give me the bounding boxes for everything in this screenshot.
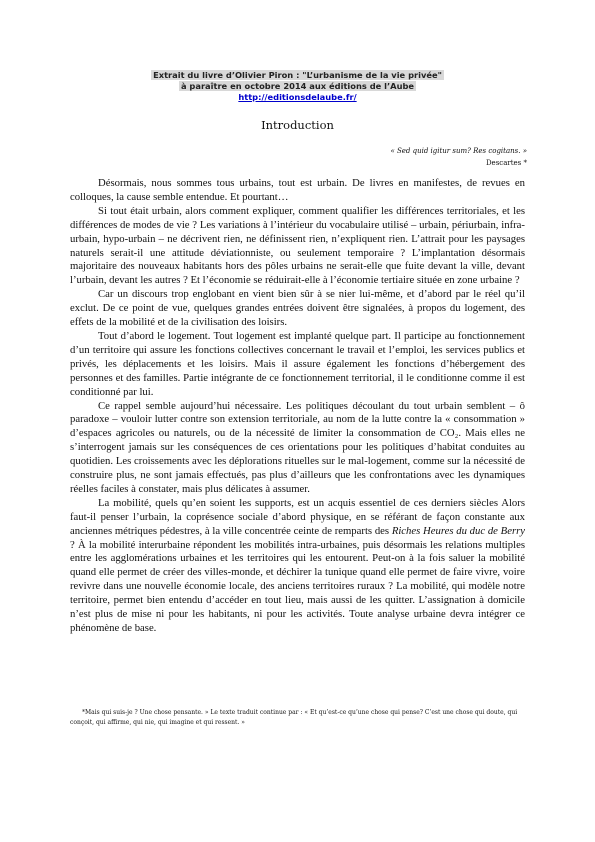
page-title: Introduction [261, 118, 334, 132]
paragraph-6-italic-title: Riches Heures du duc de Berry [391, 524, 526, 537]
footnote-text: *Mais qui suis-je ? Une chose pensante. » Le texte traduit continue par : « Et qu’est-ce qu’une chose qui pense? C’est une chose qui doute, qui conçoit, qui affirme, qui nie, qui imagine et qui ressent. » [70, 709, 518, 726]
body-text [70, 177, 525, 636]
header-text-2: à paraître en octobre 2014 aux éditions de l’Aube [180, 81, 415, 91]
header-text-1: Extrait du livre d’Olivier Piron : "L’urbanisme de la vie privée" [153, 70, 442, 80]
header-line-2 [0, 81, 595, 92]
paragraph-6 [70, 497, 525, 636]
paragraph-1: Désormais, nous sommes tous urbains, tout est urbain. De livres en manifestes, de revues en colloques, la cause semble entendue. Et pourtant… [70, 177, 525, 203]
epigraph-quote: « Sed quid igitur sum? Res cogitans. » [390, 147, 527, 155]
paragraph-6-part-a: La mobilité, quels qu’en soient les supports, est un acquis essentiel de ces derniers siècles Alors faut-il penser l’urbain, la coprésence sociale d’abord physique, en se référant de façon constante aux anciennes métriques pédestres, à la ville concentrée ceinte de remparts des [70, 496, 525, 537]
header-line-3 [0, 92, 595, 103]
header-line-1 [0, 70, 595, 81]
paragraph-2: Si tout était urbain, alors comment expliquer, comment qualifier les différences territoriales, et les différences de modes de vie ? Les variations à l’intérieur du vocabulaire utilisé – urbain, périurbain, infra-urbain, hypo-urbain – ne décrivent rien, ne définissent rien, n’expliquent rien. L’attrait pour les paysages naturels serait-il une attitude déviationniste, ou seulement temporaire ? L’implantation désormais majoritaire des nouveaux habitants hors des pôles urbains ne serait-elle que fuite devant la ville, devant l’urbain, devant les autres ? Et l’économie se réduirait-elle à l’économie tertiaire située en zone urbaine ? [70, 204, 525, 287]
publisher-link[interactable]: http://editionsdelaube.fr/ [238, 92, 357, 102]
epigraph-author: Descartes * [485, 159, 527, 167]
epigraph [390, 145, 527, 169]
paragraph-5: Ce rappel semble aujourd’hui nécessaire. Les politiques découlant du tout urbain semblent – ô paradoxe – vouloir lutter contre son extension territoriale, au nom de la lutte contre la « consommation » d’espaces agricoles ou naturels, ou de la nécessité de limiter la consommation de CO₂. Mais elles ne s’interrogent jamais sur les conséquences de ces orientations pour les politiques d’habitat conduites au quotidien. Les croissements avec les déplorations rituelles sur le mal-logement, comme sur la nécessité de construire plus, ne sont jamais effectués, pas plus d’ailleurs que les confrontations avec les dynamiques réelles faciles à constater, mais plus délicates à assumer. [70, 399, 525, 495]
paragraph-4: Tout d’abord le logement. Tout logement est implanté quelque part. Il participe au fonctionnement d’un territoire qui assure les fonctions collectives concernant le travail et l’emploi, les services publics et privés, les déplacements et les loisirs. Mais il assure également les fonctions d’hébergement des personnes et des familles. Partie intégrante de ce fonctionnement territorial, il le conditionne comme il est conditionné par lui. [70, 329, 525, 398]
paragraph-3: Car un discours trop englobant en vient bien sûr à se nier lui-même, et d’abord par le réel qu’il exclut. De ce point de vue, quelques grandes entrées doivent être signalées, à propos du logement, des effets de la mobilité et de la civilisation des loisirs. [70, 288, 525, 329]
book-extract-header [0, 70, 595, 103]
footnote [70, 708, 525, 728]
paragraph-6-part-b: ? À la mobilité interurbaine répondent les mobilités intra-urbaines, puis désormais les relations multiples entre les agglomérations urbaines et les territoires qui les entourent. Peut-on à la fois saluer la mobilité quand elle permet de créer des villes-monde, et déchirer la tunique quand elle permet de faire vivre, voire revivre dans une nouvelle économie locale, des anciens territoires ruraux ? La mobilité, qui modèle notre territoire, permet bien entendu d’accéder en tout lieu, mais aussi de les quitter. L’assignation à domicile n’est plus de mise ni pour les habitants, ni pour les activités. Toute analyse urbaine devra intégrer ce phénomène de base. [70, 538, 525, 634]
